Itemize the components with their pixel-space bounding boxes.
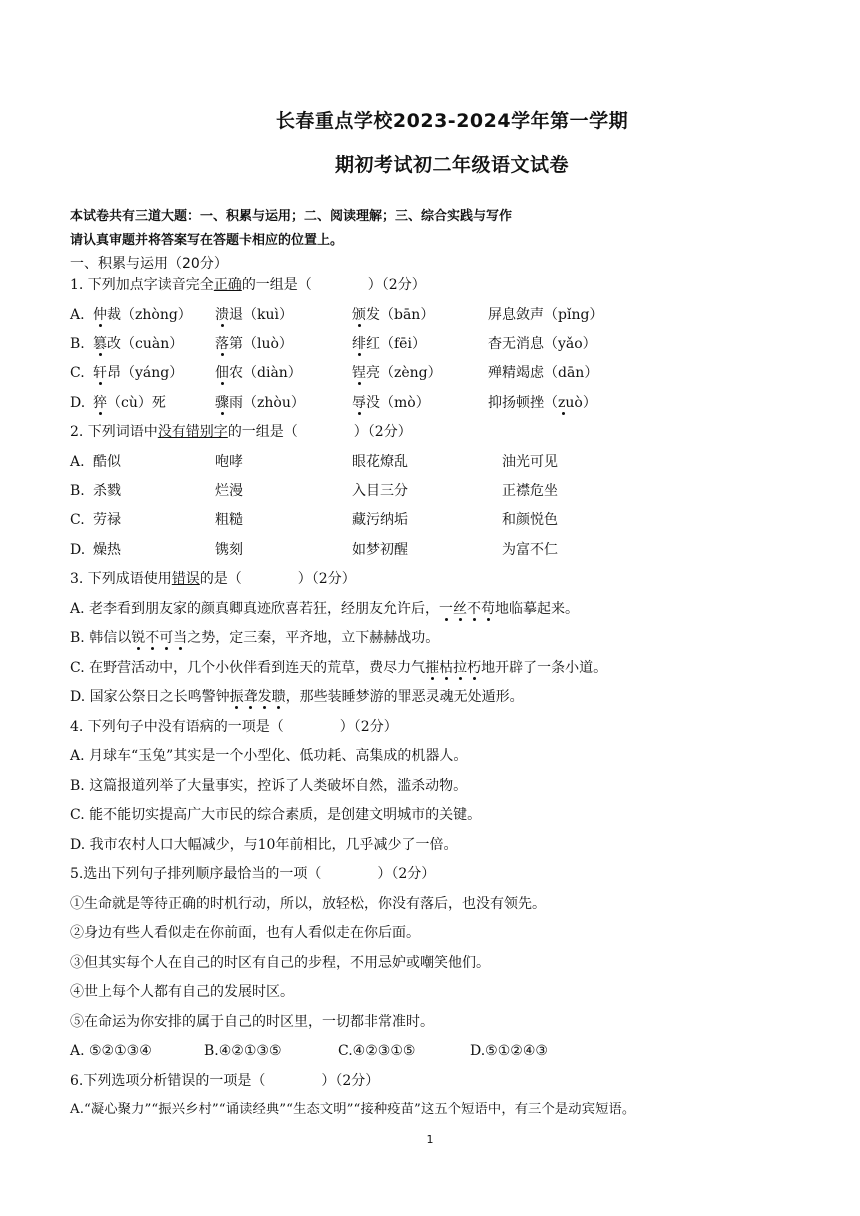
dotted-char: 丝 (453, 601, 468, 617)
dotted-char: 绯 (352, 336, 366, 352)
dotted-char: 颁 (352, 307, 366, 323)
exam-title-line1: 长春重点学校2023-2024学年第一学期 (275, 110, 629, 132)
q5-choice-a: A. ⑤②①③④ (70, 1043, 152, 1059)
word: 燥热 (93, 542, 121, 558)
word: 正襟危坐 (502, 483, 558, 499)
word: 眼花燎乱 (352, 454, 408, 470)
phrase-text: 抑扬顿 (488, 395, 530, 411)
q3-option-b (70, 629, 820, 647)
dotted-char: 苟 (481, 601, 496, 617)
q3-dotted-idiom (131, 630, 187, 646)
option-label: C. (70, 512, 85, 528)
section-title: 一、积累与运用（20分） (70, 256, 228, 272)
q3-text: 地临摹起来。 (495, 601, 580, 617)
word: 藏污纳垢 (352, 512, 408, 528)
q3-stem-post: 的是（ ）（2分） (199, 571, 356, 587)
dotted-char: 篡 (93, 336, 107, 352)
phrase-text: 屏息敛声（pǐng） (488, 307, 604, 323)
dotted-char: 骤 (215, 395, 229, 411)
q2-stem-post: 的一组是（ ）（2分） (227, 424, 412, 440)
pinyin-text: 亮（zèng） (366, 365, 442, 381)
pinyin-text: 雨（zhòu） (229, 395, 305, 411)
q3-text: A. 老李看到朋友家的颜真卿真迹欣喜若狂，经朋友允许后， (70, 601, 440, 617)
word: 为富不仁 (502, 542, 558, 558)
q3-text: ，那些装睡梦游的罪恶灵魂无处遁形。 (285, 689, 524, 705)
dotted-char: 振 (229, 689, 244, 705)
q4-option-c: C. 能不能切实提高广大市民的综合素质，是创建文明城市的关键。 (70, 807, 482, 823)
pinyin-text: （cù）死 (107, 395, 166, 411)
dotted-char: 不 (145, 630, 160, 646)
q1-stem-post: 的一组是（ ）（2分） (241, 277, 426, 293)
q3-text: 地开辟了一条小道。 (481, 660, 608, 676)
dotted-char: 不 (467, 601, 482, 617)
dotted-char: 辱 (352, 395, 366, 411)
q5-choice-b: B.④②①③⑤ (204, 1043, 282, 1059)
dotted-char: 一 (439, 601, 454, 617)
option-label: D. (70, 395, 86, 411)
dotted-char: 溃 (215, 307, 229, 323)
q4-option-d: D. 我市农村人口大幅减少，与10年前相比，几乎减少了一倍。 (70, 837, 458, 853)
q1-stem-pre: 1. 下列加点字读音完全 (70, 277, 214, 293)
word: 油光可见 (502, 454, 558, 470)
q3-dotted-idiom (439, 601, 495, 617)
phrase-text: 殚精竭虑（dān） (488, 365, 599, 381)
dotted-char: 拉 (453, 660, 468, 676)
q3-text: B. 韩信以 (70, 630, 132, 646)
pinyin-text: 红（fēi） (366, 336, 426, 352)
word: 入目三分 (352, 483, 408, 499)
q3-option-c (70, 659, 820, 677)
dotted-char: 发 (257, 689, 272, 705)
dotted-char: 枯 (439, 660, 454, 676)
page-number: 1 (426, 1133, 434, 1146)
dotted-char: 佃 (215, 365, 229, 381)
option-label: B. (70, 483, 85, 499)
q5-choice-c: C.④②③①⑤ (338, 1043, 416, 1059)
q4-option-b: B. 这篇报道列举了大量事实，控诉了人类破坏自然，滥杀动物。 (70, 778, 468, 794)
word: 劳禄 (93, 512, 121, 528)
question-6-stem: 6.下列选项分析错误的一项是（ ）（2分） (70, 1073, 380, 1089)
exam-note-1: 本试卷共有三道大题：一、积累与运用；二、阅读理解；三、综合实践与写作 (70, 209, 513, 224)
q2-stem-underlined: 没有错别字 (157, 424, 228, 440)
word: 和颜悦色 (502, 512, 558, 528)
dotted-char: 锐 (131, 630, 146, 646)
q5-sentence-5: ⑤在命运为你安排的属于自己的时区里，一切都非常准时。 (70, 1014, 434, 1030)
pinyin-text: 改（cuàn） (107, 336, 184, 352)
q3-dotted-idiom (425, 660, 481, 676)
word: 酷似 (93, 454, 121, 470)
pinyin-text: 发（bān） (366, 307, 435, 323)
dotted-char: 猝 (93, 395, 107, 411)
dotted-char: 锃 (352, 365, 366, 381)
q6-option-a: A.“凝心聚力”“振兴乡村”“诵读经典”“生态文明”“接种疫苗”这五个短语中，有三个是动宾短语。 (70, 1102, 636, 1117)
word: 镌刻 (215, 542, 243, 558)
dotted-char: 当 (173, 630, 188, 646)
dotted-char: 落 (215, 336, 229, 352)
q5-sentence-2: ②身边有些人看似走在你前面，也有人看似走在你后面。 (70, 925, 420, 941)
word: 如梦初醒 (352, 542, 408, 558)
dotted-char: 挫（zuò） (530, 395, 597, 411)
pinyin-text: 裁（zhòng） (107, 307, 192, 323)
option-label: D. (70, 542, 86, 558)
pinyin-text: 第（luò） (229, 336, 293, 352)
q2-stem-pre: 2. 下列词语中 (70, 424, 158, 440)
q5-sentence-1: ①生命就是等待正确的时机行动，所以，放轻松，你没有落后，也没有领先。 (70, 896, 546, 912)
word: 粗糙 (215, 512, 243, 528)
option-label: C. (70, 365, 85, 381)
q4-option-a: A. 月球车“玉兔”其实是一个小型化、低功耗、高集成的机器人。 (70, 748, 468, 764)
option-label: A. (70, 454, 85, 470)
option-label: A. (70, 307, 85, 323)
q3-text: 之势，定三秦，平齐地，立下赫赫战功。 (187, 630, 440, 646)
q3-text: C. 在野营活动中，几个小伙伴看到连天的荒草，费尽力气 (70, 660, 426, 676)
q5-sentence-3: ③但其实每个人在自己的时区有自己的步程，不用忌妒或嘲笑他们。 (70, 955, 490, 971)
q5-sentence-4: ④世上每个人都有自己的发展时区。 (70, 984, 294, 1000)
q5-choice-d: D.⑤①②④③ (470, 1043, 548, 1059)
exam-title-line2: 期初考试初二年级语文试卷 (334, 154, 569, 176)
word: 烂漫 (215, 483, 243, 499)
question-3-stem (70, 570, 820, 588)
dotted-char: 轩 (93, 365, 107, 381)
pinyin-text: 退（kuì） (229, 307, 293, 323)
q3-stem-pre: 3. 下列成语使用 (70, 571, 172, 587)
q3-option-a (70, 600, 820, 618)
q3-stem-underlined: 错误 (171, 571, 200, 587)
dotted-char: 朽 (467, 660, 482, 676)
word: 杀戮 (93, 483, 121, 499)
question-4-stem: 4. 下列句子中没有语病的一项是（ ）（2分） (70, 719, 398, 735)
exam-note-2: 请认真审题并将答案写在答题卡相应的位置上。 (70, 233, 344, 248)
question-2-stem (70, 423, 820, 441)
dotted-char: 仲 (93, 307, 107, 323)
dotted-char: 摧 (425, 660, 440, 676)
option-label: B. (70, 336, 85, 352)
dotted-char: 可 (159, 630, 174, 646)
pinyin-text: 没（mò） (366, 395, 430, 411)
q1-stem-underlined: 正确 (213, 277, 242, 293)
pinyin-text: 昂（yáng） (107, 365, 184, 381)
word: 咆哮 (215, 454, 243, 470)
q3-option-d (70, 688, 820, 706)
q3-dotted-idiom (230, 689, 286, 705)
pinyin-text: 农（diàn） (229, 365, 302, 381)
question-1-stem (70, 276, 820, 294)
dotted-char: 聩 (271, 689, 286, 705)
dotted-char: 聋 (243, 689, 258, 705)
question-5-stem: 5.选出下列句子排列顺序最恰当的一项（ ）（2分） (70, 866, 436, 882)
phrase-text: 杳无消息（yǎo） (488, 336, 597, 352)
q3-text: D. 国家公祭日之长鸣警钟 (70, 689, 230, 705)
